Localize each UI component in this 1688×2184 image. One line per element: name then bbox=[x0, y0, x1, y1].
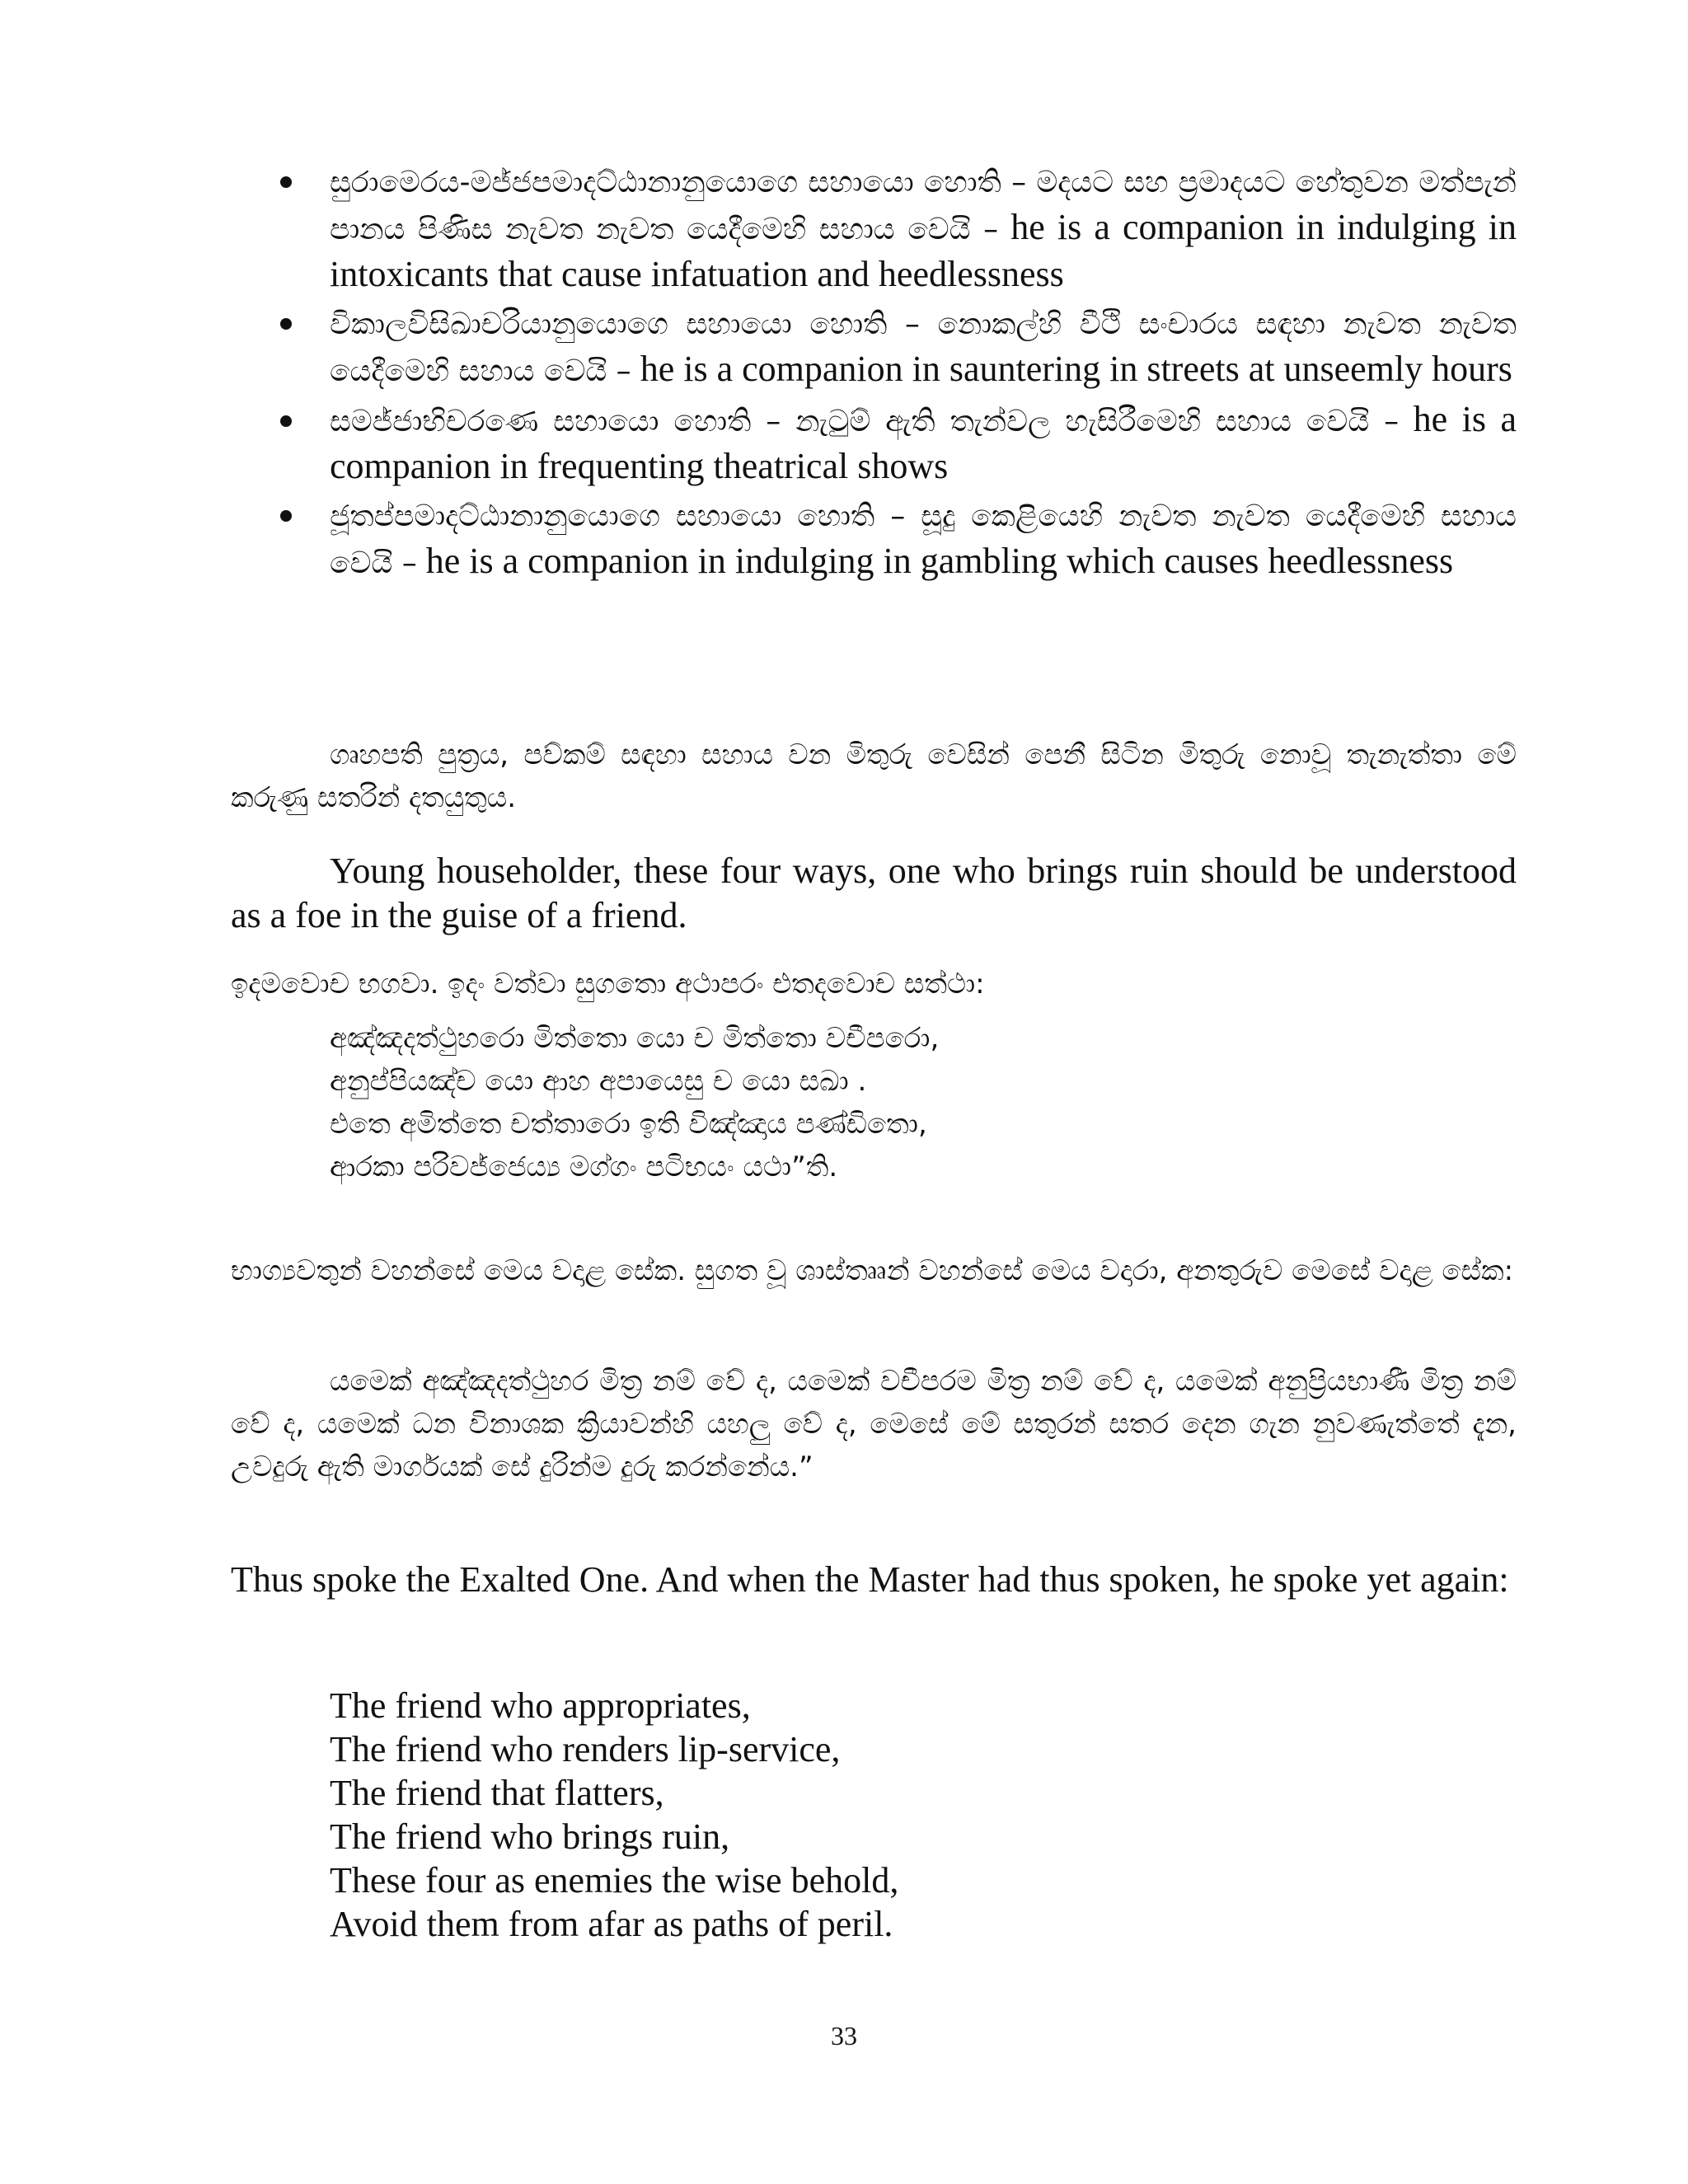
english-text: he is a companion in indulging in gambling which causes heedlessness bbox=[425, 541, 1454, 581]
bullet-icon bbox=[280, 415, 292, 427]
sinhala-text: සුරාමෙරය-මජ්ජපමාදට්ඨානානුයොගෙ සහායො හොති – මදයට සහ ප්‍රමාදයට හේතුවන මත්පැන් පානය පිණිස නැවත නැවත යෙදීමෙහි සහාය වෙයි – bbox=[330, 166, 1517, 246]
verse-line: අනුප්පියඤ්ච යො ආහ අපායෙසු ච යො සඛා . bbox=[330, 1065, 867, 1098]
english-verse bbox=[330, 1684, 898, 1946]
sinhala-text: විකාලවිසිඛාචරියානුයොගෙ සහායො හොති – නොකල්හි වීථි සංචාරය සඳහා නැවත නැවත යෙදීමෙහි සහාය වෙයි – bbox=[330, 307, 1517, 388]
page-number: 33 bbox=[831, 2021, 857, 2050]
verse-line: These four as enemies the wise behold, bbox=[330, 1860, 899, 1900]
sinhala-verse-paragraph: යමෙක් අඤ්ඤදත්ථුහර මිත්‍ර නම් වේ ද, යමෙක් වචීපරම මිත්‍ර නම් වේ ද, යමෙක් අනුප්‍රියභාණී මිත්‍ර නම් වේ ද, යමෙක් ධන විනාශක ක්‍රියාවන්හි යහලු වේ ද, මෙසේ මේ සතුරන් සතර දෙන ගැන නුවණැත්තේ දැන, උවදුරු ඇති මාර්ගයක් සේ දුරින්ම දුරු කරන්නේය.” bbox=[231, 1365, 1517, 1483]
verse-line: The friend who appropriates, bbox=[330, 1685, 751, 1726]
verse-line: The friend who renders lip-service, bbox=[330, 1729, 841, 1769]
bullet-icon bbox=[280, 318, 292, 330]
sinhala-text: සමජ්ජාභිචරණෙ සහායො හොති – නැටුම් ඇති තැන්වල හැසිරීමෙහි සහාය වෙයි – bbox=[330, 405, 1400, 438]
verse-line: එතෙ අමිත්තෙ චත්තාරො ඉති විඤ්ඤාය පණ්ඩිතො, bbox=[330, 1108, 927, 1141]
verse-line: The friend who brings ruin, bbox=[330, 1816, 730, 1857]
english-paragraph: Young householder, these four ways, one who brings ruin should be understood as a foe in the guise of a friend. bbox=[231, 851, 1517, 935]
english-text: he is a companion in sauntering in streets at unseemly hours bbox=[640, 349, 1512, 389]
pali-intro: ඉදමවොච භගවා. ඉදං වත්වා සුගතො අථාපරං එතදවොච සත්ථා: bbox=[231, 968, 985, 1001]
list-item bbox=[280, 492, 1517, 586]
list-item bbox=[280, 300, 1517, 394]
english-intro: Thus spoke the Exalted One. And when the Master had thus spoken, he spoke yet again: bbox=[231, 1559, 1509, 1600]
english-text: he is a companion in frequenting theatrical shows bbox=[330, 399, 1517, 486]
bullet-icon bbox=[280, 510, 292, 522]
sinhala-intro: භාග්‍යවතුන් වහන්සේ මෙය වදාළ සේක. සුගත වූ ශාස්තෲන් වහන්සේ මෙය වදාරා, අනතුරුව මෙසේ වදාළ සේක: bbox=[231, 1254, 1514, 1287]
verse-line: ආරකා පරිවජ්ජෙය්‍ය මග්ගං පටිභයං යථා”ති. bbox=[330, 1151, 838, 1183]
bullet-icon bbox=[280, 176, 292, 188]
list-item bbox=[280, 397, 1517, 489]
list-item bbox=[280, 158, 1517, 297]
pali-verse bbox=[330, 1017, 939, 1188]
sinhala-text: ජූතප්පමාදට්ඨානානුයොගෙ සහායො හොති – සූදු කෙළියෙහි නැවත නැවත යෙදීමෙහි සහාය වෙයි – bbox=[330, 499, 1517, 580]
verse-line: Avoid them from afar as paths of peril. bbox=[330, 1904, 893, 1944]
sinhala-paragraph: ගෘහපති පුත්‍රය, පව්කම් සඳහා සහාය වන මිතුරු වෙසින් පෙනී සිටින මිතුරු නොවූ තැනැත්තා මේ කරුණු සතරින් දතයුතුය. bbox=[231, 738, 1517, 814]
verse-line: අඤ්ඤදත්ථුහරො මිත්තො යො ච මිත්තො වචීපරො, bbox=[330, 1022, 940, 1055]
english-text: he is a companion in indulging in intoxicants that cause infatuation and heedlessness bbox=[330, 207, 1517, 294]
bullet-list bbox=[280, 158, 1517, 589]
verse-line: The friend that flatters, bbox=[330, 1773, 664, 1813]
